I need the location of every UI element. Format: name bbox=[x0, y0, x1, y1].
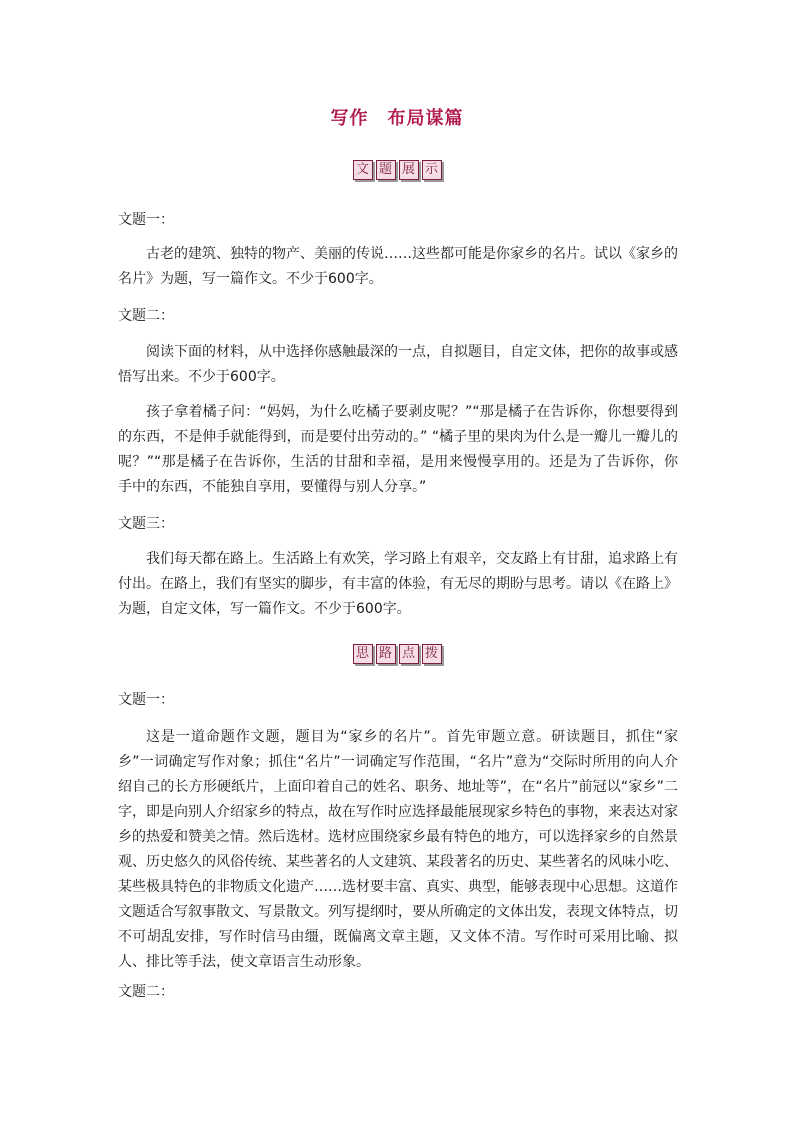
page-title: 写作 布局谋篇 bbox=[330, 108, 464, 129]
badge-char: 示 bbox=[422, 160, 442, 180]
prompt-paragraph: 古老的建筑、独特的物产、美丽的传说……这些都可能是你家乡的名片。试以《家乡的名片》为题，写一篇作文。不少于600字。 bbox=[118, 246, 678, 287]
hint-label: 文题一： bbox=[118, 692, 174, 708]
badge-char: 思 bbox=[353, 644, 373, 664]
prompt-paragraph: 阅读下面的材料，从中选择你感触最深的一点，自拟题目，自定文体，把你的故事或感悟写出来。不少于600字。 bbox=[118, 344, 678, 385]
badge-char: 点 bbox=[399, 644, 419, 664]
section-badge-prompts bbox=[0, 160, 794, 180]
badge-char: 拨 bbox=[422, 644, 442, 664]
badge-char: 文 bbox=[353, 160, 373, 180]
badge-char: 路 bbox=[376, 644, 396, 664]
prompt-label: 文题三： bbox=[118, 516, 174, 532]
section-badge-hints bbox=[0, 644, 794, 664]
badge-char: 题 bbox=[376, 160, 396, 180]
prompt-label: 文题二： bbox=[118, 308, 174, 324]
hint-paragraph: 这是一道命题作文题，题目为“家乡的名片”。首先审题立意。研读题目，抓住“家乡”一词确定写作对象；抓住“名片”一词确定写作范围，“名片”意为“交际时所用的向人介绍自己的长方形硬纸片，上面印着自己的姓名、职务、地址等”，在“名片”前冠以“家乡”二字，即是向别人介绍家乡的特点，故在写作时应选择最能展现家乡特色的事物，来表达对家乡的热爱和赞美之情。然后选材。选材应围绕家乡最有特色的地方，可以选择家乡的自然景观、历史悠久的风俗传统、某些著名的人文建筑、某段著名的历史、某些著名的风味小吃、某些极具特色的非物质文化遗产……选材要丰富、真实、典型，能够表现中心思想。这道作文题适合写叙事散文、写景散文。列写提纲时，要从所确定的文体出发，表现文体特点，切不可胡乱安排，写作时信马由缰，既偏离文章主题，又文体不清。写作时可采用比喻、拟人、排比等手法，使文章语言生动形象。 bbox=[118, 729, 678, 970]
badge-char: 展 bbox=[399, 160, 419, 180]
prompt-paragraph: 我们每天都在路上。生活路上有欢笑，学习路上有艰辛，交友路上有甘甜，追求路上有付出。在路上，我们有坚实的脚步，有丰富的体验，有无尽的期盼与思考。请以《在路上》为题，自定文体，写一篇作文。不少于600字。 bbox=[118, 551, 678, 617]
prompt-paragraph: 孩子拿着橘子问：“妈妈，为什么吃橘子要剥皮呢？”“那是橘子在告诉你，你想要得到的东西，不是伸手就能得到，而是要付出劳动的。” “橘子里的果肉为什么是一瓣儿一瓣儿的呢？”“那是橘子在告诉你，生活的甘甜和幸福，是用来慢慢享用的。还是为了告诉你，你手中的东西，不能独自享用，要懂得与别人分享。” bbox=[118, 404, 678, 495]
prompt-label: 文题一： bbox=[118, 212, 174, 228]
hint-label: 文题二： bbox=[118, 984, 174, 1000]
